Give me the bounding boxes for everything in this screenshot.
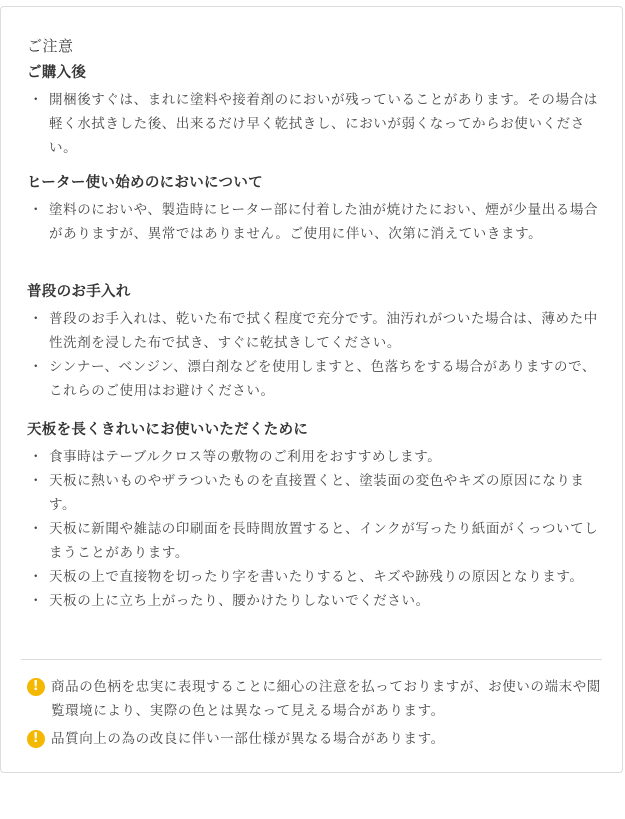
section-heading: ご購入後	[27, 65, 87, 81]
section-heading: 天板を長くきれいにお使いいただくために	[27, 422, 309, 438]
list-item: ・ 天板の上で直接物を切ったり字を書いたりすると、キズや跡残りの原因となります。	[27, 565, 602, 589]
page-title: ご注意	[27, 37, 74, 55]
note-item	[27, 675, 607, 723]
list-item: ・ シンナー、ベンジン、漂白剤などを使用しますと、色落ちをする場合がありますので、これらのご使用はお避けください。	[27, 355, 602, 403]
divider	[21, 659, 602, 660]
exclamation-circle-icon: !	[27, 678, 45, 696]
notes	[27, 675, 607, 751]
list-item: ・ 普段のお手入れは、乾いた布で拭く程度で充分です。油汚れがついた場合は、薄めた中性洗剤を浸した布で拭き、すぐに乾拭きしてください。	[27, 307, 602, 355]
list-item: ・ 天板の上に立ち上がったり、腰かけたりしないでください。	[27, 589, 602, 613]
list-item: ・ 塗料のにおいや、製造時にヒーター部に付着した油が焼けたにおい、煙が少量出る場合がありますが、異常ではありません。ご使用に伴い、次第に消えていきます。	[27, 198, 602, 246]
section-daily-care	[27, 280, 602, 403]
section-heater-smell	[27, 171, 602, 246]
list-item: ・ 天板に新聞や雑誌の印刷面を長時間放置すると、インクが写ったり紙面がくっついてしまうことがあります。	[27, 517, 602, 565]
note-item	[27, 727, 607, 751]
section-tabletop-care	[27, 418, 602, 613]
list-item: ・ 天板に熱いものやザラついたものを直接置くと、塗装面の変色やキズの原因になります。	[27, 469, 602, 517]
section-after-purchase	[27, 61, 602, 160]
section-heading: 普段のお手入れ	[27, 284, 131, 300]
exclamation-circle-icon: !	[27, 730, 45, 748]
caution-card	[0, 6, 623, 773]
section-heading: ヒーター使い始めのにおいについて	[27, 175, 263, 191]
list-item: ・ 食事時はテーブルクロス等の敷物のご利用をおすすめします。	[27, 445, 602, 469]
note-text: 商品の色柄を忠実に表現することに細心の注意を払っておりますが、お使いの端末や閲覧環境により、実際の色とは異なって見える場合があります。	[51, 679, 601, 719]
note-text: 品質向上の為の改良に伴い一部仕様が異なる場合があります。	[51, 731, 445, 747]
list-item: ・ 開梱後すぐは、まれに塗料や接着剤のにおいが残っていることがあります。その場合は軽く水拭きした後、出来るだけ早く乾拭きし、においが弱くなってからお使いください。	[27, 88, 602, 160]
